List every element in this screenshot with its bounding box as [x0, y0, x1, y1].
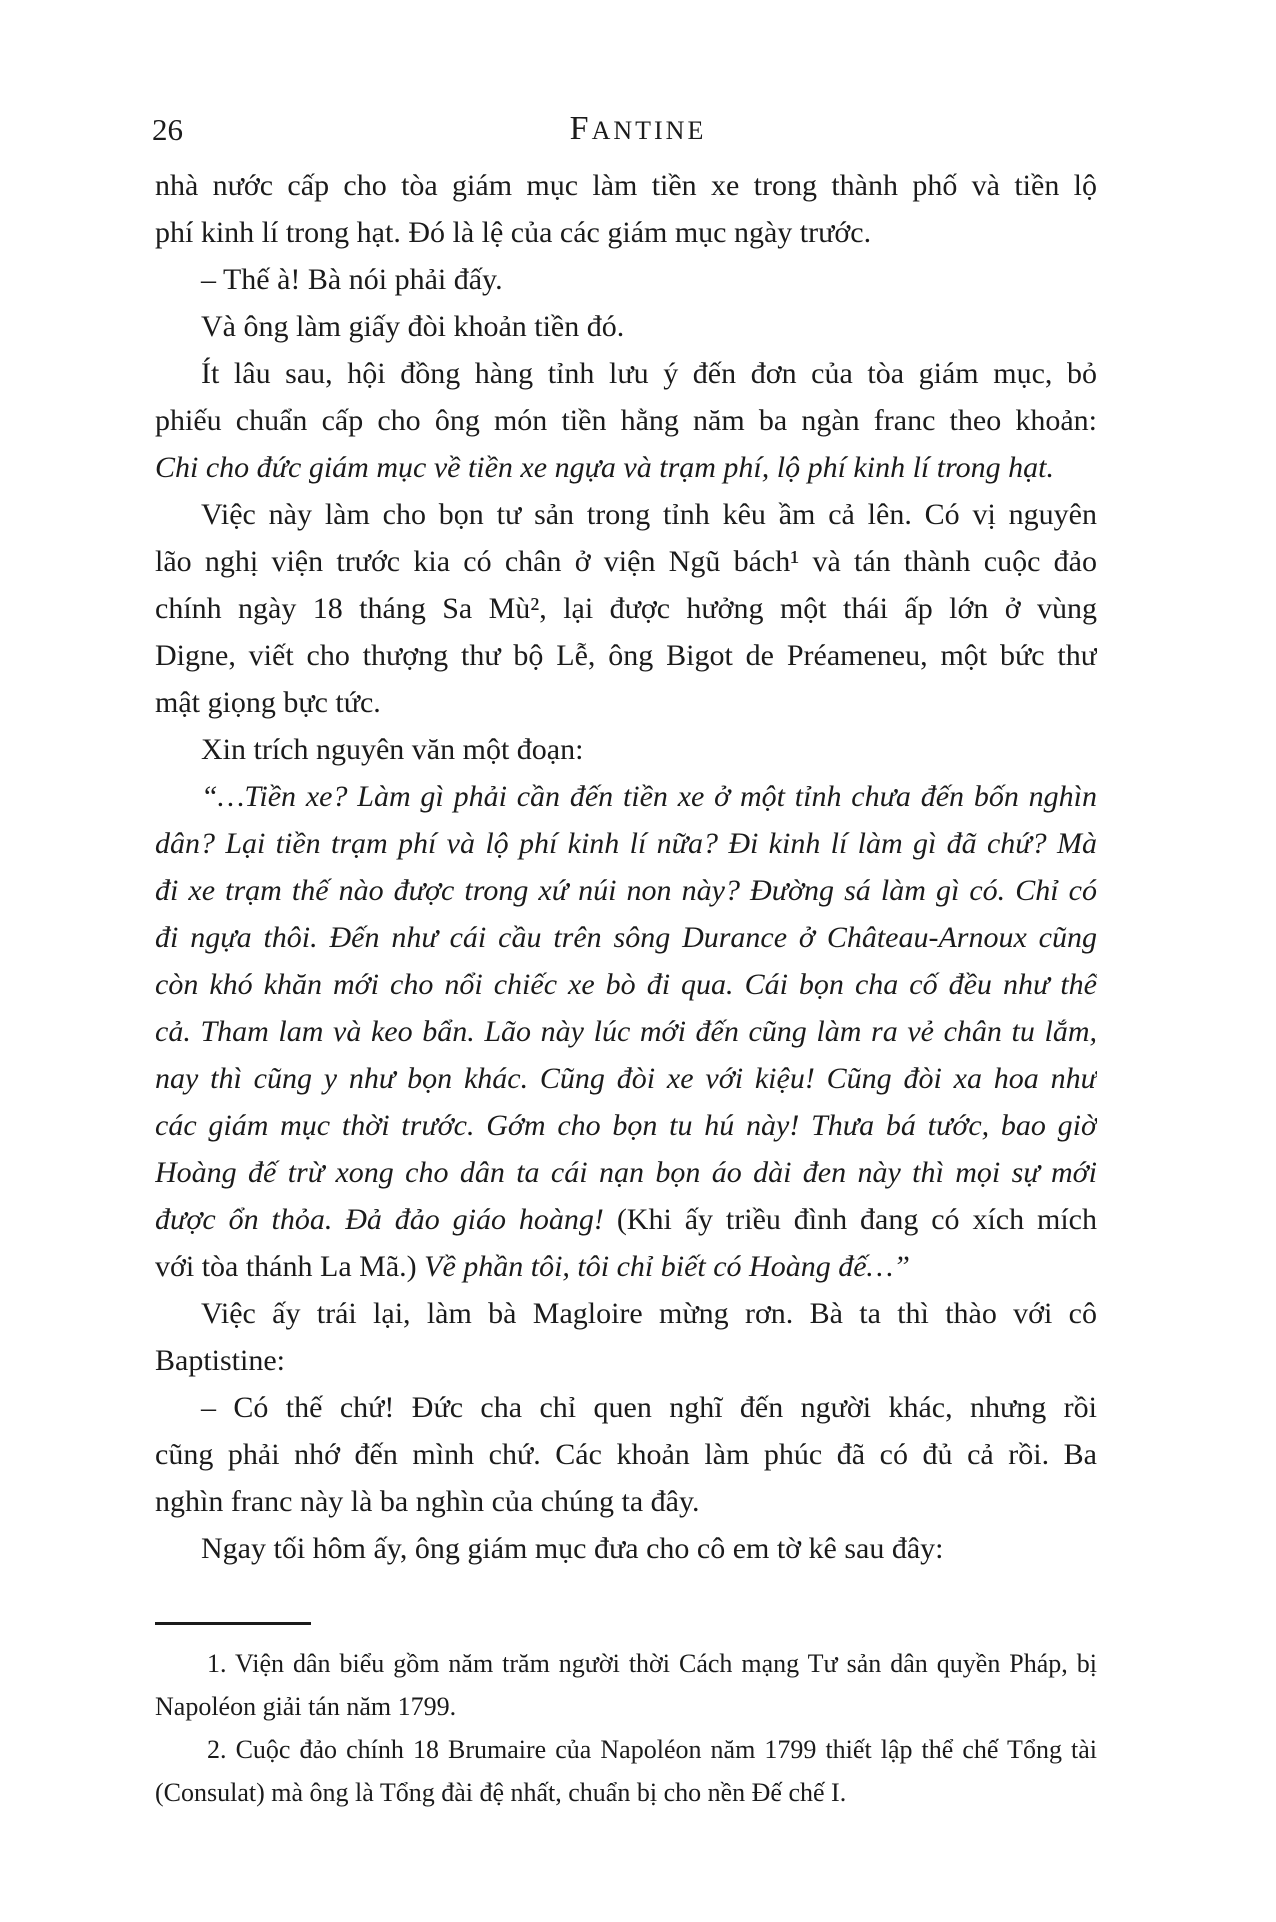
paragraph: [155, 350, 1097, 491]
text-line: [155, 726, 1097, 773]
text-line: [155, 867, 1097, 914]
text-segment: – Thế à! Bà nói phải đấy.: [201, 263, 503, 296]
text-line: [155, 773, 1097, 820]
text-line: [155, 1149, 1097, 1196]
paragraph: [155, 256, 1097, 303]
italic-text-segment: Hoàng đế trừ xong cho dân ta cái nạn bọn áo dài đen này thì mọi sự mới: [155, 1156, 1097, 1189]
text-line: [155, 1290, 1097, 1337]
text-segment: Việc ấy trái lại, làm bà Magloire mừng rơn. Bà ta thì thào với cô: [201, 1297, 1097, 1330]
text-segment: cũng phải nhớ đến mình chứ. Các khoản làm phúc đã có đủ cả rồi. Ba: [155, 1438, 1097, 1471]
text-line: [155, 1525, 1097, 1572]
paragraph: [155, 162, 1097, 256]
text-line: [155, 538, 1097, 585]
text-segment: phí kinh lí trong hạt. Đó là lệ của các giám mục ngày trước.: [155, 216, 872, 249]
text-line: [155, 1384, 1097, 1431]
text-line: [155, 585, 1097, 632]
italic-text-segment: đi ngựa thôi. Đến như cái cầu trên sông Durance ở Château-Arnoux cũng: [155, 921, 1097, 954]
paragraph: [155, 1525, 1097, 1572]
paragraph: [155, 1290, 1097, 1384]
text-line: [155, 1102, 1097, 1149]
text-segment: nghìn franc này là ba nghìn của chúng ta đây.: [155, 1485, 700, 1518]
italic-text-segment: Chi cho đức giám mục về tiền xe ngựa và trạm phí, lộ phí kinh lí trong hạt.: [155, 451, 1054, 484]
text-segment: Baptistine:: [155, 1344, 285, 1377]
italic-text-segment: các giám mục thời trước. Gớm cho bọn tu hú này! Thưa bá tước, bao giờ: [155, 1109, 1097, 1142]
text-line: [155, 1771, 1097, 1814]
text-line: [155, 679, 1097, 726]
text-line: [155, 1478, 1097, 1525]
paragraph: [155, 491, 1097, 726]
italic-text-segment: cả. Tham lam và keo bẩn. Lão này lúc mới đến cũng làm ra vẻ chân tu lắm,: [155, 1015, 1097, 1048]
footnote-separator: [155, 1622, 311, 1625]
text-line: [155, 1008, 1097, 1055]
text-segment: nhà nước cấp cho tòa giám mục làm tiền xe trong thành phố và tiền lộ: [155, 169, 1097, 202]
text-segment: (Khi ấy triều đình đang có xích mích: [616, 1203, 1097, 1236]
text-line: [155, 256, 1097, 303]
text-segment: Việc này làm cho bọn tư sản trong tỉnh kêu ầm cả lên. Có vị nguyên: [201, 498, 1097, 531]
running-header: [0, 110, 1276, 154]
italic-text-segment: còn khó khăn mới cho nổi chiếc xe bò đi qua. Cái bọn cha cố đều như thế: [155, 968, 1097, 1001]
text-line: [155, 303, 1097, 350]
footnote: [155, 1728, 1097, 1814]
footnotes: [155, 1642, 1097, 1814]
text-segment: với tòa thánh La Mã.): [155, 1250, 425, 1283]
text-line: [155, 397, 1097, 444]
italic-text-segment: được ổn thỏa. Đả đảo giáo hoàng!: [155, 1203, 617, 1236]
paragraph: [155, 1384, 1097, 1525]
text-segment: Xin trích nguyên văn một đoạn:: [201, 733, 584, 766]
italic-text-segment: “…Tiền xe? Làm gì phải cần đến tiền xe ở một tỉnh chưa đến bốn nghìn: [201, 780, 1097, 813]
text-segment: phiếu chuẩn cấp cho ông món tiền hằng năm ba ngàn franc theo khoản:: [155, 404, 1097, 437]
text-segment: chính ngày 18 tháng Sa Mù², lại được hưởng một thái ấp lớn ở vùng: [155, 592, 1097, 625]
text-segment: Ngay tối hôm ấy, ông giám mục đưa cho cô em tờ kê sau đây:: [201, 1532, 944, 1565]
body-text: [155, 162, 1097, 1572]
text-segment: (Consulat) mà ông là Tổng đài đệ nhất, chuẩn bị cho nền Đế chế I.: [155, 1778, 847, 1807]
text-segment: lão nghị viện trước kia có chân ở viện Ngũ bách¹ và tán thành cuộc đảo: [155, 545, 1097, 578]
text-segment: 2. Cuộc đảo chính 18 Brumaire của Napoléon năm 1799 thiết lập thể chế Tổng tài: [207, 1735, 1097, 1764]
text-segment: Ít lâu sau, hội đồng hàng tỉnh lưu ý đến đơn của tòa giám mục, bỏ: [201, 357, 1097, 390]
text-line: [155, 1728, 1097, 1771]
footnote: [155, 1642, 1097, 1728]
italic-text-segment: nay thì cũng y như bọn khác. Cũng đòi xe với kiệu! Cũng đòi xa hoa như: [155, 1062, 1097, 1095]
page-number: 26: [152, 112, 183, 147]
text-line: [155, 491, 1097, 538]
text-line: [155, 162, 1097, 209]
text-line: [155, 350, 1097, 397]
paragraph: [155, 773, 1097, 1290]
text-segment: Napoléon giải tán năm 1799.: [155, 1692, 457, 1721]
text-line: [155, 1642, 1097, 1685]
italic-text-segment: Về phần tôi, tôi chỉ biết có Hoàng đế…”: [424, 1250, 910, 1283]
text-line: [155, 1685, 1097, 1728]
text-line: [155, 1055, 1097, 1102]
text-segment: Và ông làm giấy đòi khoản tiền đó.: [201, 310, 625, 343]
text-line: [155, 820, 1097, 867]
text-line: [155, 632, 1097, 679]
text-line: [155, 1196, 1097, 1243]
italic-text-segment: dân? Lại tiền trạm phí và lộ phí kinh lí nữa? Đi kinh lí làm gì đã chứ? Mà: [155, 827, 1097, 860]
paragraph: [155, 303, 1097, 350]
text-line: [155, 444, 1097, 491]
text-line: [155, 1243, 1097, 1290]
italic-text-segment: đi xe trạm thế nào được trong xứ núi non này? Đường sá làm gì có. Chỉ có: [155, 874, 1097, 907]
text-segment: Digne, viết cho thượng thư bộ Lễ, ông Bigot de Préameneu, một bức thư: [155, 639, 1097, 672]
text-line: [155, 1431, 1097, 1478]
text-segment: mật giọng bực tức.: [155, 686, 381, 719]
running-header-title-rest: ANTINE: [591, 116, 707, 145]
text-segment: 1. Viện dân biểu gồm năm trăm người thời Cách mạng Tư sản dân quyền Pháp, bị: [207, 1649, 1097, 1678]
text-segment: – Có thế chứ! Đức cha chỉ quen nghĩ đến người khác, nhưng rồi: [201, 1391, 1097, 1424]
text-line: [155, 209, 1097, 256]
text-line: [155, 914, 1097, 961]
text-line: [155, 1337, 1097, 1384]
text-line: [155, 961, 1097, 1008]
paragraph: [155, 726, 1097, 773]
running-header-title-initial: F: [569, 110, 592, 147]
